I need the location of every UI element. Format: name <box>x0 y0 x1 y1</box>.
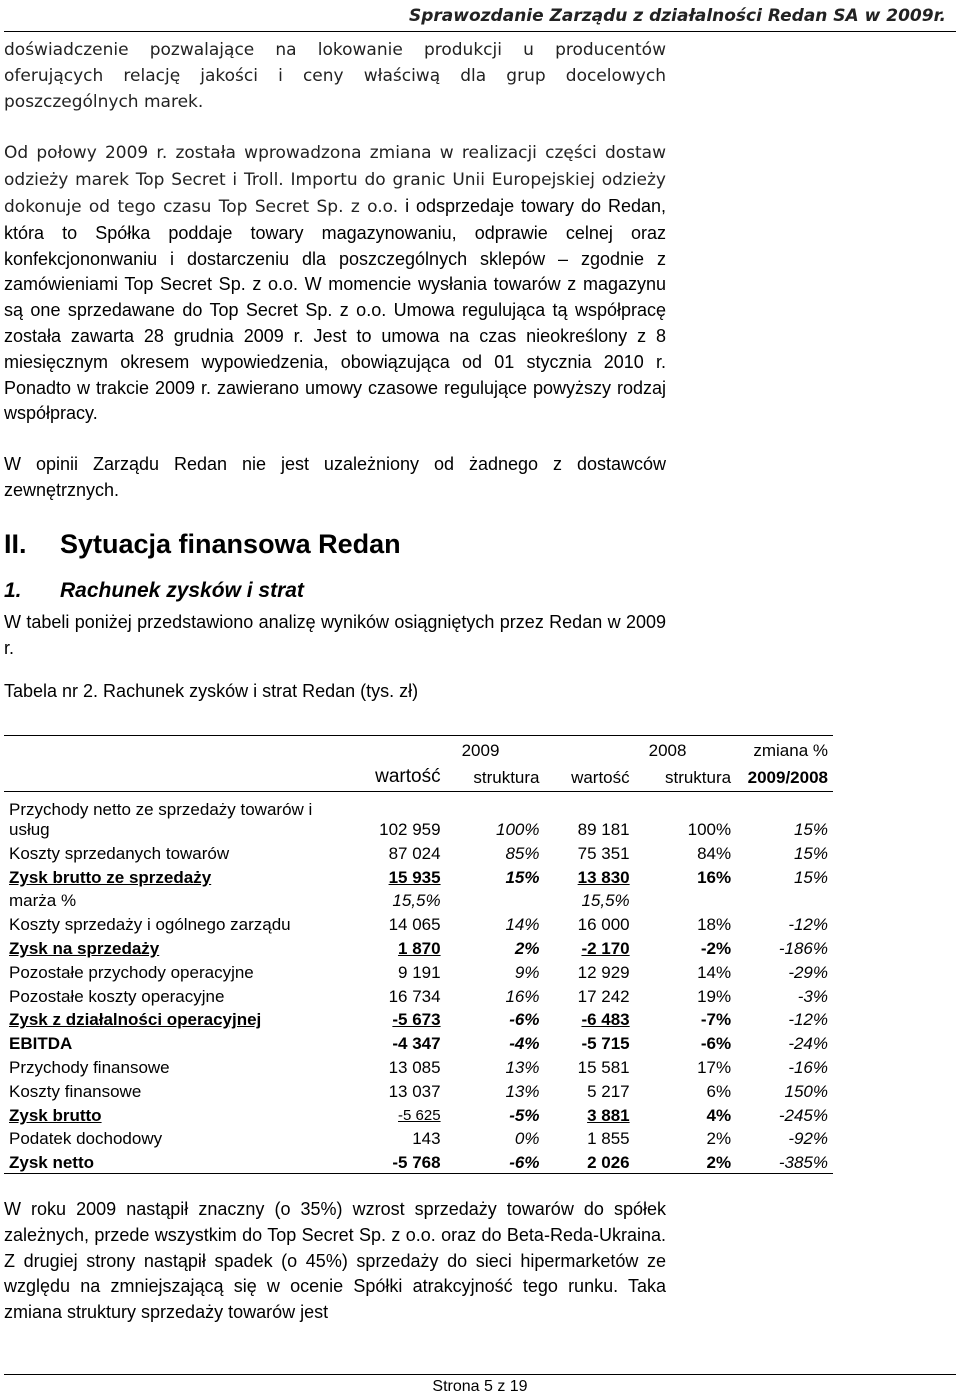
change-percent: 15% <box>793 843 828 863</box>
structure-2008: 14% <box>697 962 732 982</box>
header-struktura-2008: struktura <box>635 761 736 792</box>
structure-2008: -6% <box>700 1034 732 1054</box>
table-row <box>4 1126 833 1150</box>
value-2009: 102 959 <box>379 820 441 839</box>
structure-2009: 85% <box>505 843 540 863</box>
structure-2008: 100% <box>687 820 732 839</box>
value-2008: 89 181 <box>577 820 630 839</box>
value-2009: 87 024 <box>388 843 441 863</box>
table-row <box>4 911 833 935</box>
structure-2008: 17% <box>697 1057 732 1077</box>
value-2009: -5 768 <box>392 1153 441 1173</box>
row-label: Koszty finansowe <box>9 1081 142 1101</box>
section-title: Sytuacja finansowa Redan <box>60 528 401 559</box>
structure-2008: -7% <box>700 1010 732 1030</box>
row-label: marża % <box>9 891 77 911</box>
row-label: Przychody finansowe <box>9 1057 170 1077</box>
value-2008: 2 026 <box>587 1153 630 1173</box>
value-2009: 14 065 <box>388 915 441 935</box>
value-2009: -5 625 <box>398 1106 441 1124</box>
table-row <box>4 792 833 841</box>
paragraph-sales-growth: W roku 2009 nastąpił znaczny (o 35%) wzrost sprzedaży towarów do spółek zależnych, przede wszystkim do Top Secret Sp. z o.o. oraz do Beta-Reda-Ukraina. Z drugiej strony nastąpił spadek (o 45%) sprzedaży do sieci hipermarketów ze względu na zmniejszającą się w ocenie Spółki atrakcyjność tego runku. Taka zmiana struktury sprzedaży towarów jest <box>4 1199 666 1323</box>
value-2008: 75 351 <box>577 843 630 863</box>
structure-2008: 4% <box>706 1105 732 1125</box>
subsection-heading <box>4 576 666 606</box>
subsection-number: 1. <box>4 578 22 602</box>
table-row <box>4 864 833 888</box>
value-2009: 1 870 <box>398 938 441 958</box>
header-rule <box>4 31 956 32</box>
value-2009: 15,5% <box>392 891 441 911</box>
structure-2008: 84% <box>697 843 732 863</box>
change-percent: -24% <box>788 1034 828 1054</box>
header-change-top: zmiana % <box>753 741 828 760</box>
table-row <box>4 1149 833 1173</box>
value-2008: 3 881 <box>587 1105 630 1125</box>
value-2008: 5 217 <box>587 1081 630 1101</box>
page-number: Strona 5 z 19 <box>432 1378 528 1395</box>
row-label: Przychody netto ze sprzedaży towarów i usług <box>9 800 313 839</box>
table-row <box>4 1030 833 1054</box>
change-percent: 15% <box>793 867 828 887</box>
change-percent: -29% <box>788 962 828 982</box>
table-row <box>4 1054 833 1078</box>
paragraph-suppliers: W opinii Zarządu Redan nie jest uzależniony od żadnego z dostawców zewnętrznych. <box>4 454 666 500</box>
row-label: Zysk brutto ze sprzedaży <box>9 867 212 887</box>
structure-2008: 19% <box>697 986 732 1006</box>
structure-2009: 13% <box>505 1057 540 1077</box>
header-year-2009: 2009 <box>461 741 500 760</box>
value-2009: 13 037 <box>388 1081 441 1101</box>
value-2009: 15 935 <box>388 867 441 887</box>
paragraph-import-change-part2: i odsprzedaje towary do Redan, która to Spółka poddaje towary magazynowaniu, odprawie celnej oraz konfekcjononwaniu i dostarczeniu dla poszczególnych sklepów – zgodnie z zamówieniami Top Secret Sp. z o.o. W momencie wysłania towarów z magazynu są one sprzedawane do Top Secret Sp. z o.o. Umowa regulująca tą współpracę została zawarta 28 grudnia 2009 r. Jest to umowa na czas nieokreślony z 8 miesięcznym okresem wypowiedzenia, obowiązująca od 01 stycznia 2010 r. Ponadto w trakcie 2009 r. zawierano umowy czasowe regulujące powyższy rodzaj współpracy. <box>4 195 666 424</box>
row-label: Koszty sprzedaży i ogólnego zarządu <box>9 915 291 935</box>
value-2008: -6 483 <box>581 1010 630 1030</box>
after-table-text <box>4 1197 666 1326</box>
structure-2009: -6% <box>509 1153 540 1173</box>
value-2009: -5 673 <box>392 1010 441 1030</box>
header-change-bottom: 2009/2008 <box>736 761 833 792</box>
header-wartosc-2008: wartość <box>545 761 635 792</box>
table-body <box>4 792 833 1174</box>
row-label: Zysk brutto <box>9 1105 102 1125</box>
value-2008: 1 855 <box>587 1129 630 1149</box>
structure-2009: 2% <box>514 938 540 958</box>
header-year-2008: 2008 <box>648 741 687 760</box>
row-label: Zysk netto <box>9 1153 95 1173</box>
row-label: Pozostałe koszty operacyjne <box>9 986 225 1006</box>
value-2008: 16 000 <box>577 915 630 935</box>
row-label: Podatek dochodowy <box>9 1129 163 1149</box>
structure-2009 <box>446 888 545 912</box>
structure-2009: 15% <box>505 867 540 887</box>
paragraph-import-change <box>4 140 666 427</box>
structure-2009: 14% <box>505 915 540 935</box>
table-row <box>4 935 833 959</box>
income-statement-table <box>4 735 833 1174</box>
row-label: Pozostałe przychody operacyjne <box>9 962 254 982</box>
structure-2009: -4% <box>509 1034 540 1054</box>
value-2008: -5 715 <box>581 1034 630 1054</box>
table-header-row-columns <box>4 761 833 792</box>
table-row <box>4 1078 833 1102</box>
row-label: Zysk na sprzedaży <box>9 938 160 958</box>
table-caption: Tabela nr 2. Rachunek zysków i strat Redan (tys. zł) <box>4 681 419 702</box>
change-percent: 15% <box>793 820 828 839</box>
value-2008: 13 830 <box>577 867 630 887</box>
footer-rule <box>4 1374 956 1375</box>
structure-2009: 0% <box>514 1129 540 1149</box>
table-row <box>4 1007 833 1031</box>
value-2009: -4 347 <box>392 1034 441 1054</box>
change-percent: -12% <box>788 915 828 935</box>
paragraph-import-change-part1: Od połowy 2009 r. została wprowadzona zmiana w realizacji części dostaw odzieży marek Top Secret i Troll. Importu do granic Unii Europejskiej odzieży dokonuje od tego czasu Top Secret Sp. z o.o. <box>4 143 666 217</box>
page-header-title: Sprawozdanie Zarządu z działalności Redan SA w 2009r. <box>409 6 946 26</box>
structure-2009: 16% <box>505 986 540 1006</box>
change-percent: -3% <box>797 986 828 1006</box>
value-2008: 17 242 <box>577 986 630 1006</box>
section-number: II. <box>4 528 27 559</box>
structure-2008: 16% <box>697 867 732 887</box>
value-2009: 16 734 <box>388 986 441 1006</box>
structure-2008: -2% <box>700 938 732 958</box>
structure-2008 <box>635 888 736 912</box>
structure-2009: -6% <box>509 1010 540 1030</box>
change-percent <box>736 888 833 912</box>
value-2008: 12 929 <box>577 962 630 982</box>
value-2008: 15,5% <box>581 891 630 911</box>
table-row <box>4 1102 833 1126</box>
structure-2008: 18% <box>697 915 732 935</box>
row-label: Koszty sprzedanych towarów <box>9 843 230 863</box>
change-percent: -16% <box>788 1057 828 1077</box>
section-heading <box>4 526 666 562</box>
structure-2008: 2% <box>706 1153 732 1173</box>
value-2008: 15 581 <box>577 1057 630 1077</box>
table-row <box>4 840 833 864</box>
change-percent: -385% <box>778 1153 828 1173</box>
structure-2009: -5% <box>509 1105 540 1125</box>
subsection-title: Rachunek zysków i strat <box>60 578 304 602</box>
change-percent: -186% <box>778 938 828 958</box>
header-struktura-2009: struktura <box>446 761 545 792</box>
value-2009: 13 085 <box>388 1057 441 1077</box>
row-label: EBITDA <box>9 1034 73 1054</box>
table-row <box>4 983 833 1007</box>
value-2008: -2 170 <box>581 938 630 958</box>
value-2009: 9 191 <box>398 962 441 982</box>
table-row <box>4 959 833 983</box>
row-label: Zysk z działalności operacyjnej <box>9 1010 262 1030</box>
table-row <box>4 888 833 912</box>
structure-2009: 13% <box>505 1081 540 1101</box>
header-wartosc-2009: wartość <box>355 761 445 792</box>
structure-2009: 9% <box>514 962 540 982</box>
structure-2008: 2% <box>706 1129 732 1149</box>
change-percent: -245% <box>778 1105 828 1125</box>
structure-2008: 6% <box>706 1081 732 1101</box>
change-percent: -92% <box>788 1129 828 1149</box>
structure-2009: 100% <box>496 820 540 839</box>
change-percent: 150% <box>784 1081 828 1101</box>
table-header-row-years <box>4 736 833 762</box>
value-2009: 143 <box>412 1129 441 1149</box>
paragraph-sourcing: doświadczenie pozwalające na lokowanie produkcji u producentów oferujących relację jakości i ceny właściwą dla grup docelowych poszczególnych marek. <box>4 40 666 112</box>
change-percent: -12% <box>788 1010 828 1030</box>
paragraph-table-intro: W tabeli poniżej przedstawiono analizę wyników osiągniętych przez Redan w 2009 r. <box>4 611 666 658</box>
document-body <box>4 38 666 703</box>
